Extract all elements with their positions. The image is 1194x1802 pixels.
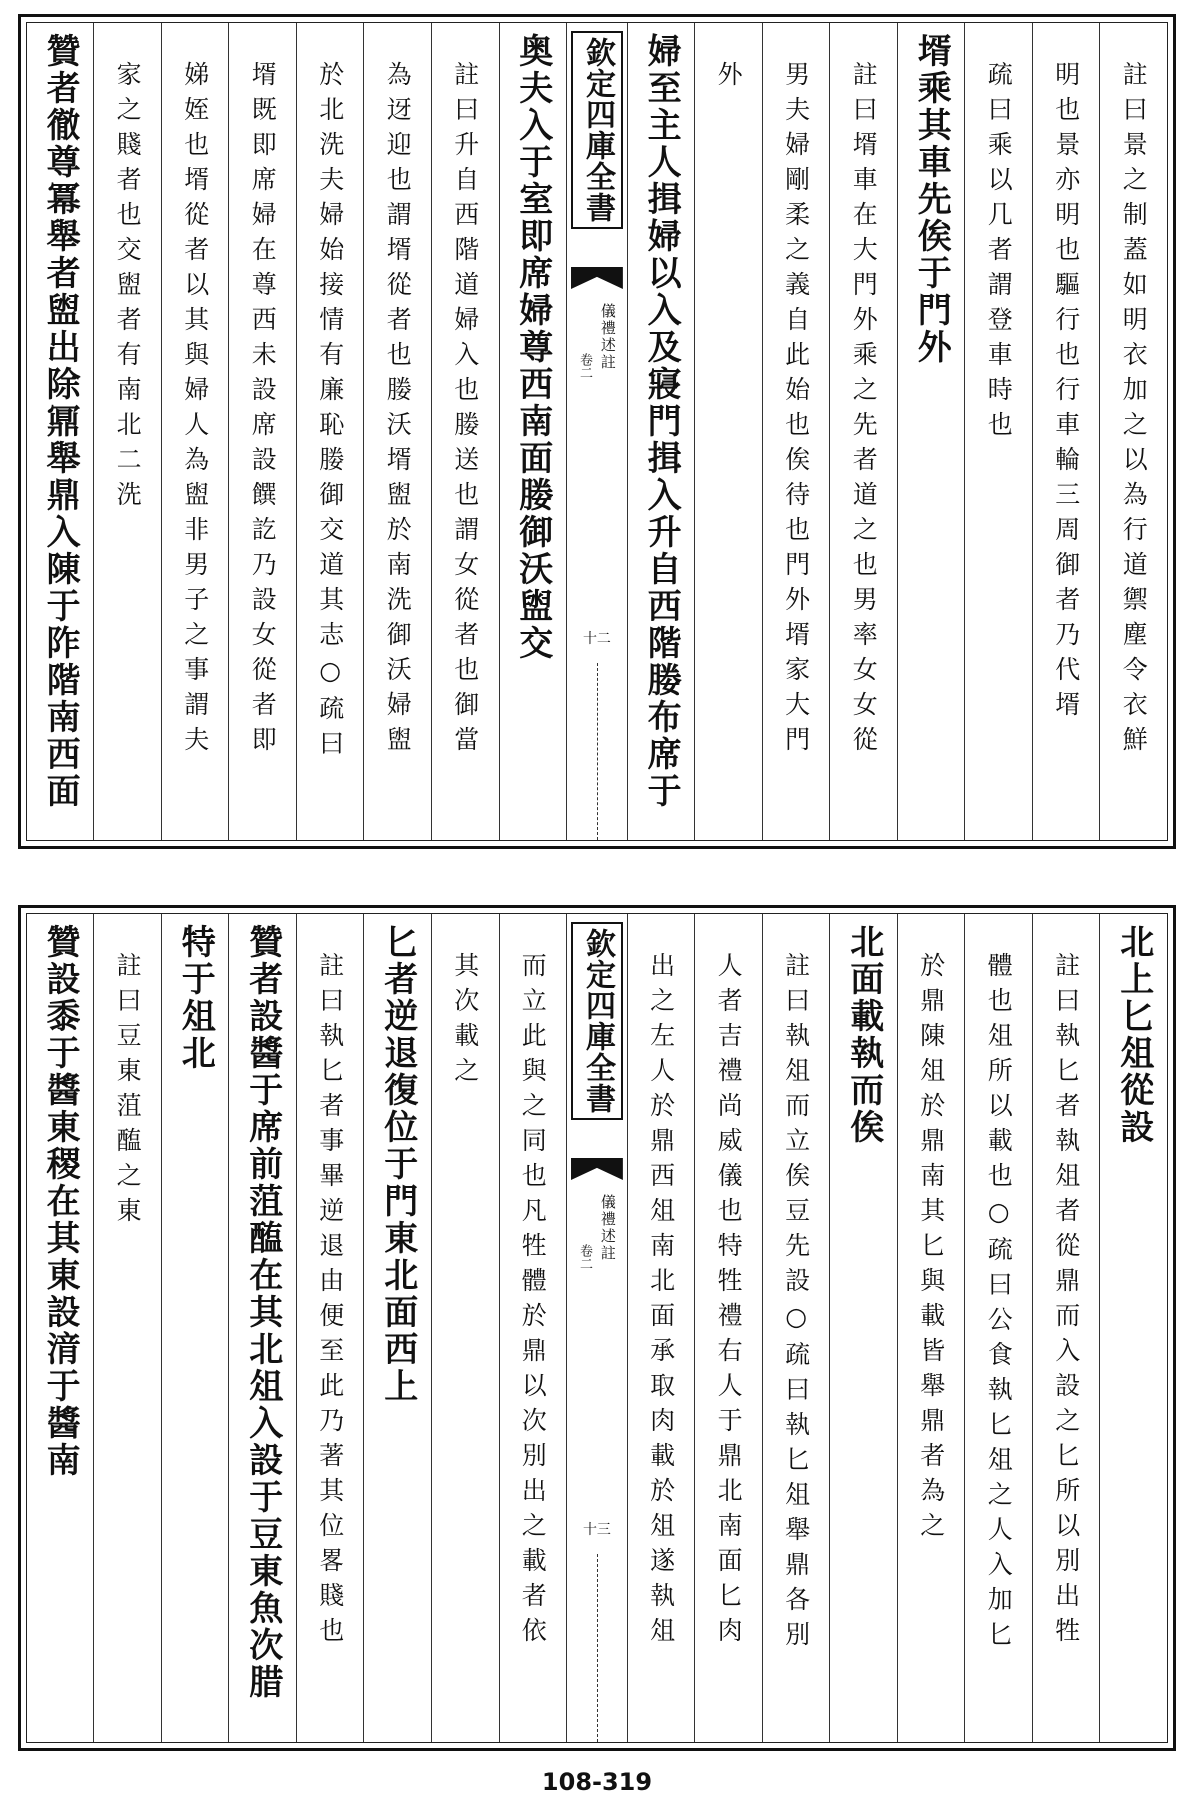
commentary-column	[897, 914, 965, 1742]
main-text: 匕者逆退復位于門東北面西上	[377, 924, 418, 1405]
commentary-column	[363, 23, 431, 840]
main-text: 贊者徹尊冪舉者盥出除鼏舉鼎入陳于阼階南西面	[40, 33, 81, 810]
commentary-text: 註曰升自西階道婦入也媵送也謂女從者也御當	[450, 61, 480, 761]
column-grid	[26, 913, 1168, 1743]
leaf-number: 十三	[582, 1522, 611, 1538]
fold-line	[597, 1554, 598, 1742]
main-text: 贊設黍于醬東稷在其東設湇于醬南	[40, 924, 81, 1479]
main-text-column	[161, 914, 229, 1742]
main-text-column	[829, 914, 897, 1742]
commentary-text: 註曰景之制蓋如明衣加之以為行道禦塵令衣鮮	[1119, 61, 1149, 761]
commentary-text: 體也俎所以載也○疏曰公食執匕俎之人入加匕	[984, 952, 1014, 1656]
volume-label: 卷二	[577, 353, 593, 379]
commentary-column	[964, 914, 1032, 1742]
commentary-text: 外	[714, 61, 744, 96]
main-text: 奥夫入于室即席婦尊西南面媵御沃盥交	[512, 33, 553, 662]
commentary-text: 其次載之	[450, 952, 480, 1092]
commentary-text: 疏曰乘以几者謂登車時也	[984, 61, 1014, 446]
commentary-column	[694, 23, 762, 840]
main-text-column	[363, 914, 431, 1742]
commentary-text: 壻既即席婦在尊西未設席設饌訖乃設女從者即	[248, 61, 278, 761]
commentary-column	[1032, 914, 1100, 1742]
commentary-column	[499, 914, 567, 1742]
commentary-column	[964, 23, 1032, 840]
column-grid	[26, 22, 1168, 841]
main-text: 贊者設醬于席前菹醢在其北俎入設于豆東魚次腊	[242, 924, 283, 1701]
commentary-column	[296, 914, 364, 1742]
fishtail-mark	[571, 1158, 623, 1180]
commentary-column	[431, 914, 499, 1742]
commentary-column	[627, 914, 695, 1742]
commentary-column	[762, 914, 830, 1742]
book-title: 欽定四庫全書	[571, 922, 623, 1120]
commentary-column	[762, 23, 830, 840]
commentary-text: 男夫婦剛柔之義自此始也俟待也門外壻家大門	[781, 61, 811, 761]
commentary-text: 為迓迎也謂壻從者也媵沃壻盥於南洗御沃婦盥	[383, 61, 413, 761]
commentary-column	[161, 23, 229, 840]
main-text-column	[627, 23, 695, 840]
page-panel-bottom	[18, 905, 1176, 1751]
volume-label: 卷二	[577, 1244, 593, 1270]
commentary-column	[431, 23, 499, 840]
commentary-text: 註曰執俎而立俟豆先設○疏曰執匕俎舉鼎各別	[781, 952, 811, 1656]
commentary-text: 娣姪也壻從者以其與婦人為盥非男子之事謂夫	[180, 61, 210, 761]
commentary-column	[296, 23, 364, 840]
commentary-text: 明也景亦明也驅行也行車輪三周御者乃代壻	[1051, 61, 1081, 726]
commentary-text: 出之左人於鼎西俎南北面承取肉載於俎遂執俎	[646, 952, 676, 1652]
page-footer-number: 108-319	[541, 1768, 653, 1796]
commentary-column	[93, 23, 161, 840]
main-text-column	[27, 914, 94, 1742]
main-text: 北面載執而俟	[843, 924, 884, 1146]
commentary-column	[93, 914, 161, 1742]
main-text: 婦至主人揖婦以入及寢門揖入升自西階媵布席于	[641, 33, 682, 810]
leaf-number: 十二	[582, 631, 611, 647]
commentary-column	[694, 914, 762, 1742]
commentary-column	[1032, 23, 1100, 840]
main-text: 北上匕俎從設	[1113, 924, 1154, 1146]
commentary-text: 註曰壻車在大門外乘之先者道之也男率女女從	[849, 61, 879, 761]
commentary-text: 人者吉禮尚威儀也特牲禮右人于鼎北南面匕肉	[714, 952, 744, 1652]
main-text-column	[27, 23, 94, 840]
center-fold	[566, 23, 627, 840]
book-name: 儀禮述註	[598, 1194, 617, 1262]
main-text: 壻乘其車先俟于門外	[911, 33, 952, 366]
commentary-column	[228, 23, 296, 840]
commentary-column	[829, 23, 897, 840]
book-title: 欽定四庫全書	[571, 31, 623, 229]
main-text-column	[228, 914, 296, 1742]
commentary-text: 於鼎陳俎於鼎南其匕與載皆舉鼎者為之	[916, 952, 946, 1547]
commentary-text: 於北洗夫婦始接情有廉恥媵御交道其志○疏曰	[315, 61, 345, 765]
commentary-text: 而立此與之同也凡牲體於鼎以次別出之載者依	[518, 952, 548, 1652]
main-text-column	[897, 23, 965, 840]
page-panel-top	[18, 14, 1176, 849]
fishtail-mark	[571, 267, 623, 289]
main-text-column	[499, 23, 567, 840]
commentary-text: 註曰豆東菹醢之東	[113, 952, 143, 1232]
fold-line	[597, 663, 598, 840]
center-fold	[566, 914, 627, 1742]
commentary-text: 註曰執匕者事畢逆退由便至此乃著其位畧賤也	[315, 952, 345, 1652]
main-text-column	[1099, 914, 1167, 1742]
book-name: 儀禮述註	[598, 303, 617, 371]
main-text: 特于俎北	[175, 924, 216, 1072]
commentary-column	[1099, 23, 1167, 840]
commentary-text: 註曰執匕者執俎者從鼎而入設之匕所以別出牲	[1051, 952, 1081, 1652]
commentary-text: 家之賤者也交盥者有南北二洗	[113, 61, 143, 516]
